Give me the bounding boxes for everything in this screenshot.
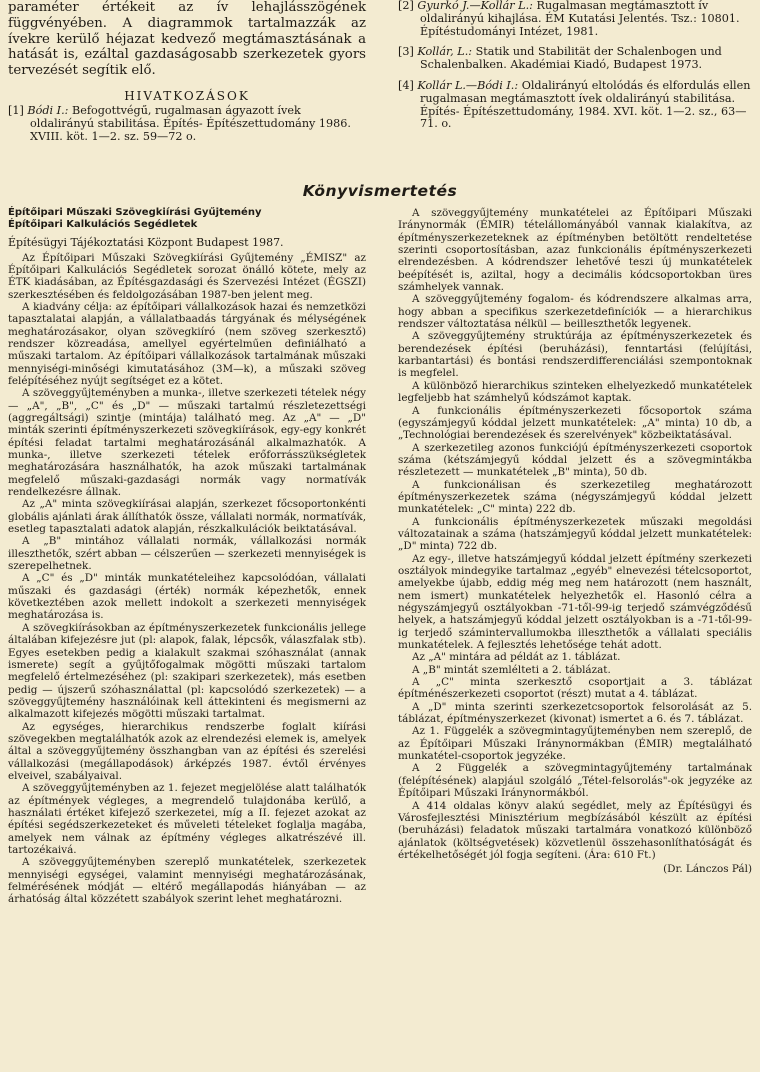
review-paragraph: A szöveggyűjteményben a munka-, illetve szerkezeti tételek négy — „A", „B", „C" és „D" — műszaki tartalmú részletezettségi (aggregáltsági) szintje (mintája) található meg. Az „A" — „D" minták szerinti építményszerkezeti szövegkiírások, egy-egy konkrét építési feladat tartalmi meghatározásánál alkalmazhatók. A munka-, illetve szerkezeti tételek erőforrásszükségletek meghatározására használhatók, ha azok műszaki tartalmának megfelelő műszaki-gazdasági normák vagy normatívák rendelkezésre állnak. <box>8 387 366 499</box>
reference-text: Oldalirányú eltolódás és elfordulás ellen rugalmasan megtámasztott ívek oldalirányú stabilitása. Építés- Építészettudomány, 1984. XVI. köt. 1—2. sz., 63—71. o. <box>420 78 751 131</box>
review-paragraph: A szöveggyűjteményben szereplő munkatételek, szerkezetek mennyiségi egységei, valamint mennyiségi meghatározásának, felmérésének módját — eltérő megállapodás hiányában — az árhatóság által közzétett szabályok szerint lehet meghatározni. <box>8 856 366 906</box>
top-left-column <box>8 0 366 147</box>
book-title: Építőipari Műszaki Szövegkiírási Gyűjtemény <box>8 207 262 218</box>
reference-number: [4] <box>398 78 414 92</box>
review-paragraph: A funkcionális építményszerkezetek műszaki megoldási változatainak a száma (hatszámjegyű kóddal jelzett munkatételek: „D" minta) 722 db. <box>398 515 752 553</box>
review-paragraph: A „B" mintát szemlélteti a 2. táblázat. <box>412 663 611 676</box>
reference-item <box>398 46 752 72</box>
reference-author: Bódi I.: <box>27 103 69 117</box>
review-paragraph: A szöveggyűjtemény struktúrája az építményszerkezetek és berendezések építési (beruházási), fenntartási (felújítási, karbantartási) és bontási rendszerdifferenciálási szempontoknak is megfelel. <box>398 330 752 380</box>
review-paragraph: A 2 Függelék a szövegmintagyűjtemény tartalmának (felépítésének) alapjául szolgáló „Tétel-felsorolás"-ok jegyzéke az Építőipari Műszaki Iránynormákból. <box>398 762 752 800</box>
review-paragraph: Az „A" minta szövegkiírásai alapján, szerkezet főcsoportonkénti globális ajánlati árak állíthatók össze, vállalati normák, normatívák, esetleg tapasztalati adatok alapján, részkalkulációk beiktatásával. <box>8 498 366 536</box>
article-ending <box>8 0 366 79</box>
review-paragraph: Az 1. Függelék a szövegmintagyűjteményben nem szereplő, de az Építőipari Műszaki Iránynormákban (ÉMIR) megtalálható munkatétel-csoportok jegyzéke. <box>398 725 752 763</box>
reference-number: [1] <box>8 103 24 117</box>
review-paragraph: A szöveggyűjteményben az 1. fejezet megjelölése alatt találhatók az építmények végleges, a megrendelő tulajdonába kerülő, a használati értéket kifejező szerkezetei, míg a II. fejezet azokat az építési segédszerkezeteket és műveleti tételeket foglalja magába, amelyek nem válnak az építmény végleges alkatrészévé ill. tartozékaivá. <box>8 782 366 856</box>
review-paragraph: A funkcionálisan és szerkezetileg meghatározott építményszerkezetek száma (négyszámjegyű kóddal jelzett munkatételek: „C" minta) 222 db. <box>398 478 752 516</box>
reference-item <box>398 80 752 131</box>
review-paragraph: A „C" és „D" minták munkatételeihez kapcsolódóan, vállalati műszaki és gazdasági (érték) normák képezhetők, ennek következtében azok mellett indokolt a szerkezeti mennyiségek meghatározása is. <box>8 572 366 622</box>
reference-item <box>8 105 366 143</box>
reference-item <box>398 0 752 38</box>
review-paragraph: A funkcionális építményszerkezeti főcsoportok száma (egyszámjegyű kóddal jelzett munkatételek: „A" minta) 10 db, a „Technológiai berendezések és szerelvények" közbeiktatásával. <box>398 404 752 442</box>
review-left-column <box>8 207 366 906</box>
reviewer-signature: (Dr. Lánczos Pál) <box>663 863 752 876</box>
review-paragraph: Az Építőipari Műszaki Szövegkiírási Gyűjtemény „ÉMISZ" az Építőipari Kalkulációs Segédletek sorozat önálló kötete, mely az ÉTK kiadásában, az Építésgazdasági és Szervezési Intézet (ÉGSZI) szerkesztésében és feldolgozásában 1987-ben jelent meg. <box>8 251 366 301</box>
review-right-column <box>398 207 752 876</box>
review-paragraph: A szövegkiírásokban az építményszerkezetek funkcionális jellege általában kifejezésre jut (pl: alapok, falak, lépcsők, válaszfalak stb). Egyes esetekben pedig a kialakult szakmai szóhasználat (annak ismerete) segít a gyűjtőfogalmak mögötti műszaki tartalom megfelelő értelmezéséhez (pl: szakipari szerkezetek), más esetben pedig — újszerű szóhasználattal (pl: kapcsolódó szerkezetek) — a szöveggyűjtemény használóinak kell áttekinteni és megismerni az alkalmazott kifejezés mögötti műszaki tartalmat. <box>8 621 366 721</box>
review-paragraph: A 414 oldalas könyv alakú segédlet, mely az Építésügyi és Városfejlesztési Minisztérium megbízásából készült az építési (beruházási) feladatok műszaki tartalmára vonatkozó különböző ajánlatok (költségvetések) közvetlenül összehasonlíthatóságát és értékelhetőségét jól fogja segíteni. (Ára: 610 Ft.) <box>398 799 752 861</box>
review-paragraph: A szöveggyűjtemény fogalom- és kódrendszere alkalmas arra, hogy abban a specifikus szerkezetdefiníciók — a hierarchikus rendszer változtatása nélkül — beilleszthetők legyenek. <box>398 293 752 331</box>
reference-author: Kollár L.—Bódi I.: <box>417 78 519 92</box>
reference-number: [3] <box>398 45 414 59</box>
review-paragraph: Az egy-, illetve hatszámjegyű kóddal jelzett építmény szerkezeti osztályok mindegyike tartalmaz „egyéb" elnevezési tételcsoportot, amelyekbe újabb, eddig még meg nem határozott (nem használt, nem ismert) munkatételek helyezhetők el. Hasonló célra a négyszámjegyű osztályokban -71-től-99-ig terjedő számvégződésű helyek, a hatszámjegyű kóddal jelzett osztályokban is a -71-től-99-ig terjedő számintervallumokba illeszthetők a vállalati speciális munkatételek. A fejlesztés lehetősége tehát adott. <box>398 552 752 652</box>
reference-author: Gyurkó J.—Kollár L.: <box>417 0 533 12</box>
reference-text: Statik und Stabilität der Schalenbogen und Schalenbalken. Akadémiai Kiadó, Budapest 1973. <box>420 45 722 72</box>
review-paragraph: A szerkezetileg azonos funkciójú építményszerkezeti csoportok száma (kétszámjegyű kóddal jelzett és a szövegmintákba részletezett — munkatételek „B" minta), 50 db. <box>398 441 752 479</box>
reference-text: Befogottvégű, rugalmasan ágyazott ívek oldalirányú stabilitása. Építés- Építészettudomány 1986. XVIII. köt. 1—2. sz. 59—72 o. <box>30 103 351 143</box>
section-title: Könyvismertetés <box>302 182 458 200</box>
reference-number: [2] <box>398 0 414 12</box>
review-paragraph: Az „A" mintára ad példát az 1. táblázat. <box>412 651 621 664</box>
references-title: HIVATKOZÁSOK <box>124 88 250 103</box>
review-paragraph: A különböző hierarchikus szinteken elhelyezkedő munkatételek legfeljebb hat számhelyű kódszámot kaptak. <box>398 379 752 405</box>
review-paragraph: A szöveggyűjtemény munkatételei az Építőipari Műszaki Iránynormák (ÉMIR) tételállományából vannak kialakítva, az építményszerkezeteknek az építményben betöltött rendeltetése szerinti csoportosításban, azaz funkcionális építményszerkezeti elrendezésben. A kódrendszer lehetővé teszi új munkatételek beépítését is, aziltal, hogy a decimális kódcsoportokban üres számhelyek vannak. <box>398 207 752 294</box>
review-paragraph: A kiadvány célja: az építőipari vállalkozások hazai és nemzetközi tapasztalatai alapján, a vállalatbaadás tárgyának és mélységének meghatározásakor, olyan szövegkiíró (nem szöveg szerkesztő) rendszer közreadása, amellyel egyértelműen definiálható a műszaki tartalom. Az építőipari vállalkozások tartalmának műszaki mennyiségi-minőségi kimutatásához (3M—k), a műszaki szöveg felépítéséhez nyújt segítséget ez a kötet. <box>8 300 366 387</box>
reference-text: Rugalmasan megtámasztott ív oldalirányú kihajlása. ÉM Kutatási Jelentés. Tsz.: 10801. Építéstudományi Intézet, 1981. <box>420 0 740 38</box>
intro-text: paraméter értékeit az ív lehajlásszögének függvényében. A diagrammok tartalmazzák az ívekre kerülő héjazat kedvező megtámasztásának a hatását is, ezáltal gazdaságosabb szerkezetek gyors tervezését segítik elő. <box>8 0 366 79</box>
review-paragraph: A „B" mintához vállalati normák, vállalkozási normák illeszthetők, szért abban — célszerűen — szerkezeti mennyiségek is szerepelhetnek. <box>8 535 366 573</box>
book-subtitle: Építőipari Kalkulációs Segédletek <box>8 219 198 230</box>
reference-author: Kollár, L.: <box>417 45 473 59</box>
review-paragraph: A „D" minta szerinti szerkezetcsoportok felsorolását az 5. táblázat, építményszerkezet (kivonat) ismertet a 6. és 7. táblázat. <box>398 700 752 726</box>
review-paragraph: Az egységes, hierarchikus rendszerbe foglalt kiírási szövegekben megtalálhatók azok az elrendezési elemek is, amelyek által a szöveggyűjtemény összhangban van az építési és szerelési vállalkozási (megállapodások) árképzés 1987. évtől érvényes elveivel, szabályaival. <box>8 720 366 782</box>
top-right-column <box>398 0 752 139</box>
review-paragraph: A „C" minta szerkesztő csoportjait a 3. táblázat építménészerkezeti csoportot (részt) mutat a 4. táblázat. <box>398 676 752 701</box>
book-publisher: Építésügyi Tájékoztatási Központ Budapest 1987. <box>8 236 284 249</box>
